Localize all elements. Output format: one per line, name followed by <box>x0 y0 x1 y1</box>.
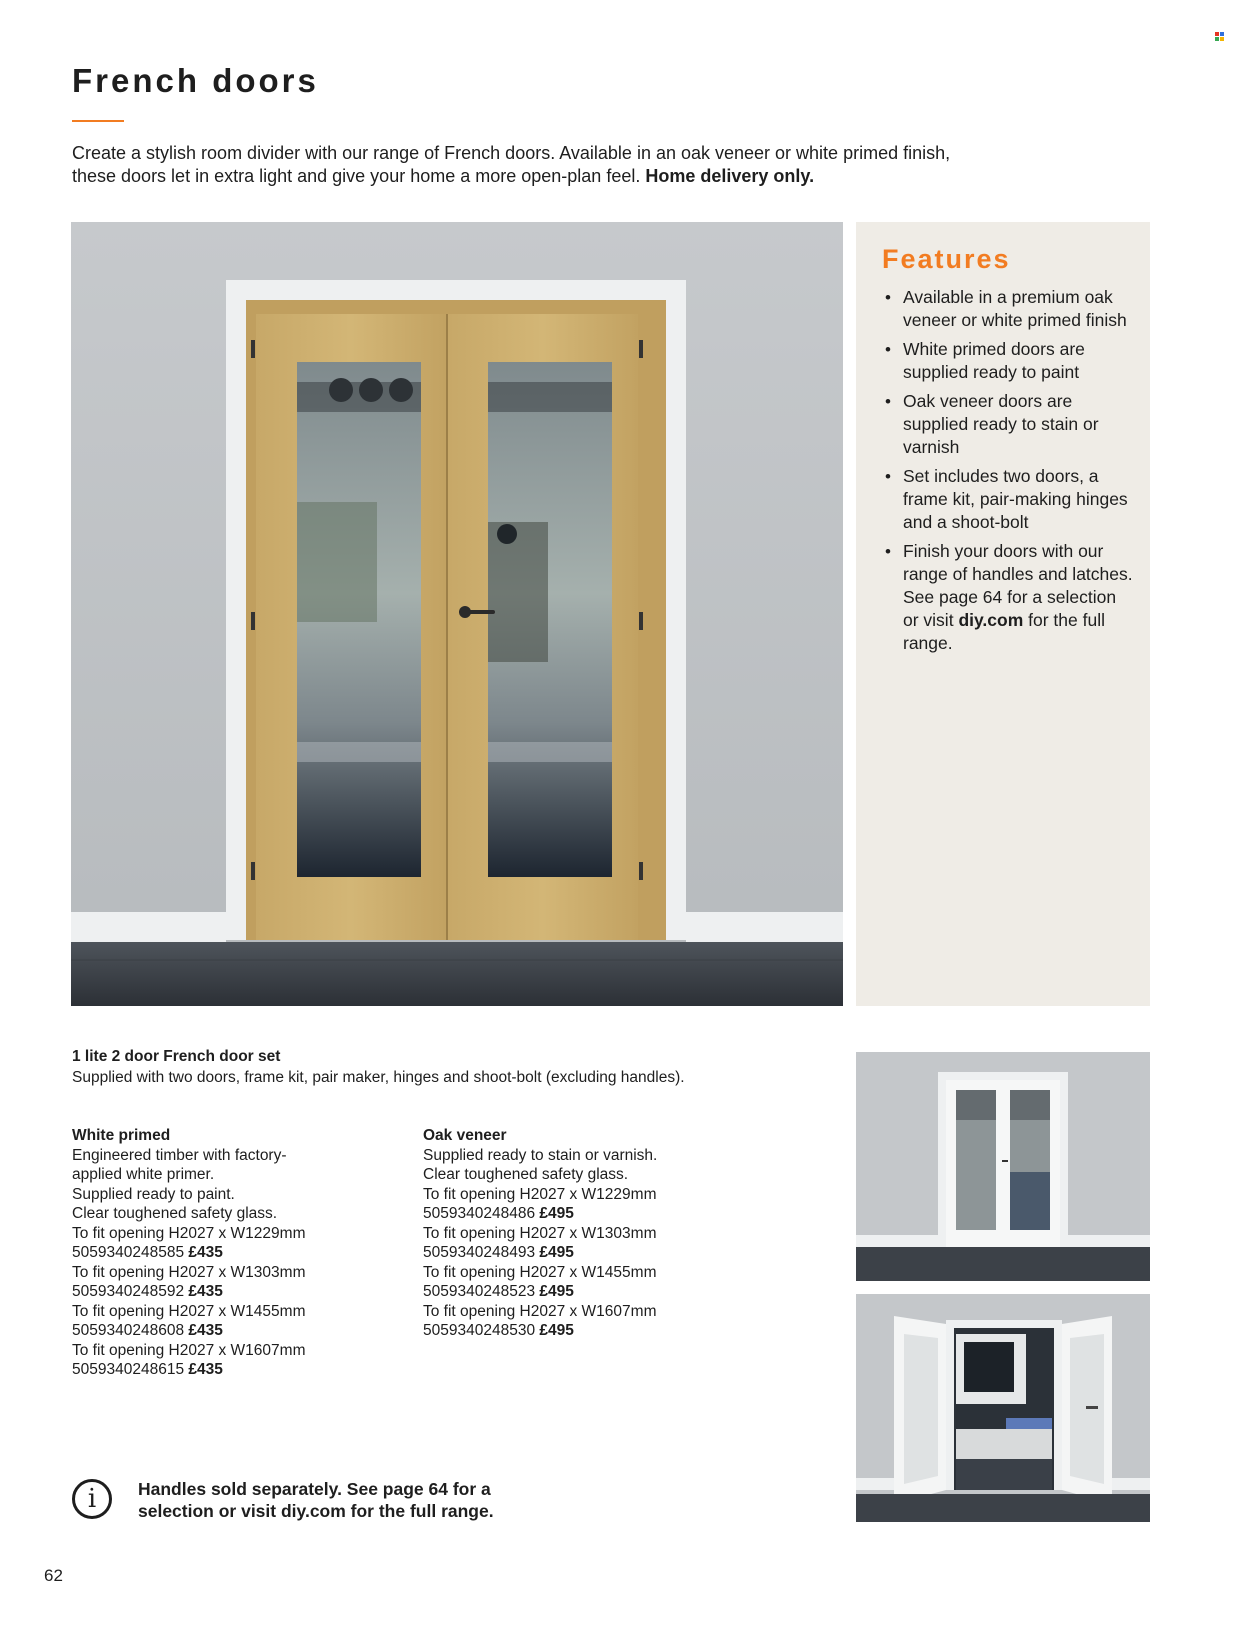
variant-code-price <box>72 1360 402 1380</box>
product-description: Supplied with two doors, frame kit, pair maker, hinges and shoot-bolt (excluding handles). <box>72 1069 685 1086</box>
detail-line: Clear toughened safety glass. <box>423 1166 629 1183</box>
variant-opening: To fit opening H2027 x W1303mm <box>423 1224 657 1242</box>
feature-item <box>883 540 1133 655</box>
variant-code-price <box>423 1243 753 1263</box>
white-primed-column <box>72 1126 402 1380</box>
thumbnail-white-closed <box>856 1052 1150 1281</box>
brand-logo-mark <box>1215 32 1224 41</box>
variant-price: £495 <box>539 1283 574 1300</box>
handles-note: Handles sold separately. See page 64 for a selection or visit diy.com for the full range. <box>138 1479 494 1521</box>
detail-line: applied white primer. <box>72 1166 215 1183</box>
thumbnail-white-open <box>856 1294 1150 1522</box>
intro-paragraph <box>72 142 972 188</box>
feature-item: • Set includes two doors, a frame kit, pair-making hinges and a shoot-bolt <box>883 465 1133 534</box>
variant-code: 5059340248493 <box>423 1244 536 1261</box>
info-icon: i <box>72 1479 112 1519</box>
variant-opening: To fit opening H2027 x W1229mm <box>423 1185 657 1203</box>
oak-veneer-column <box>423 1126 753 1341</box>
features-list <box>883 286 1133 661</box>
variant-code: 5059340248523 <box>423 1283 536 1300</box>
title-underline <box>72 120 124 122</box>
feature-text: for the full range. <box>903 610 1105 653</box>
variant-price: £435 <box>188 1283 223 1300</box>
variant-code: 5059340248530 <box>423 1322 536 1339</box>
hero-image <box>71 222 843 1006</box>
feature-item: • Available in a premium oak veneer or white primed finish <box>883 286 1133 332</box>
variant-code-price <box>72 1243 402 1263</box>
intro-text: Create a stylish room divider with our range of French doors. Available in an oak veneer or white primed finish, these doors let in extra light and give your home a more open-plan feel. <box>72 143 951 186</box>
detail-line: Supplied ready to stain or varnish. <box>423 1146 658 1164</box>
variant-opening: To fit opening H2027 x W1607mm <box>72 1341 306 1359</box>
detail-line: Clear toughened safety glass. <box>72 1205 278 1222</box>
variant-code: 5059340248615 <box>72 1361 185 1378</box>
variant-price: £495 <box>539 1205 574 1222</box>
variant-opening: To fit opening H2027 x W1455mm <box>72 1302 306 1320</box>
variant-code: 5059340248592 <box>72 1283 185 1300</box>
variant-opening: To fit opening H2027 x W1607mm <box>423 1302 657 1320</box>
variant-code-price <box>72 1321 402 1341</box>
variant-price: £495 <box>539 1322 574 1339</box>
variant-code-price <box>423 1282 753 1302</box>
variant-code: 5059340248608 <box>72 1322 185 1339</box>
variant-code-price <box>72 1282 402 1302</box>
feature-item: • Oak veneer doors are supplied ready to stain or varnish <box>883 390 1133 459</box>
diy-link[interactable]: diy.com <box>958 610 1024 630</box>
detail-line: Engineered timber with factory- <box>72 1146 287 1164</box>
detail-line: Supplied ready to paint. <box>72 1185 235 1203</box>
page-number: 62 <box>44 1566 63 1585</box>
variant-code-price <box>423 1204 753 1224</box>
variant-price: £435 <box>188 1322 223 1339</box>
oak-veneer-heading: Oak veneer <box>423 1127 507 1144</box>
white-primed-heading: White primed <box>72 1127 171 1144</box>
features-panel <box>856 222 1150 1006</box>
variant-opening: To fit opening H2027 x W1303mm <box>72 1263 306 1281</box>
feature-text: Finish your doors with our range of handles and latches. See page 64 for a selection or visit <box>903 541 1133 630</box>
variant-price: £435 <box>188 1244 223 1261</box>
variant-opening: To fit opening H2027 x W1229mm <box>72 1224 306 1242</box>
intro-emphasis: Home delivery only. <box>645 166 815 186</box>
variant-code: 5059340248486 <box>423 1205 536 1222</box>
features-heading: Features <box>882 244 1011 274</box>
product-title: 1 lite 2 door French door set <box>72 1048 281 1065</box>
feature-item: • White primed doors are supplied ready to paint <box>883 338 1133 384</box>
variant-code: 5059340248585 <box>72 1244 185 1261</box>
variant-price: £495 <box>539 1244 574 1261</box>
variant-opening: To fit opening H2027 x W1455mm <box>423 1263 657 1281</box>
variant-price: £435 <box>188 1361 223 1378</box>
variant-code-price <box>423 1321 753 1341</box>
page-title: French doors <box>72 62 319 99</box>
